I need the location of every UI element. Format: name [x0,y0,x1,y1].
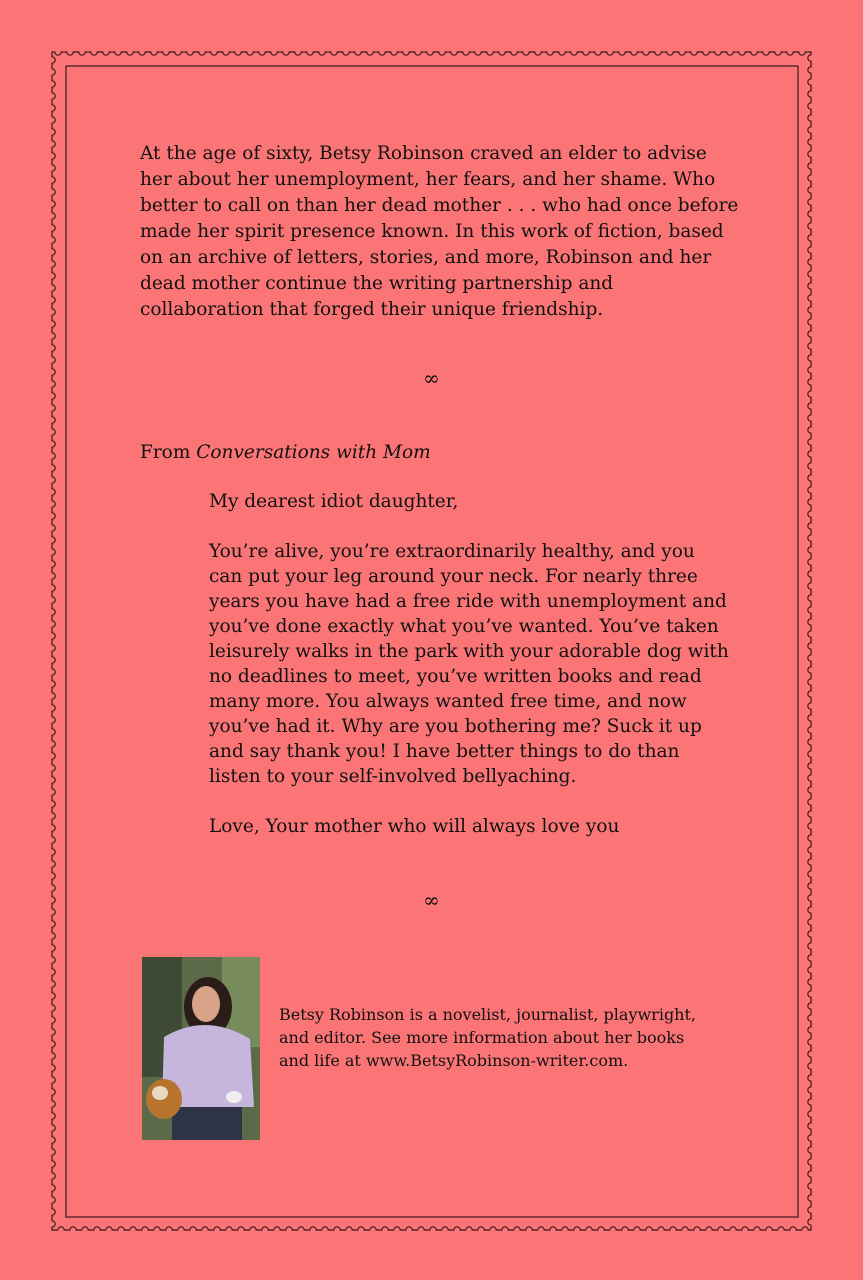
letter-salutation: My dearest idiot daughter, [209,491,459,512]
letter-body: You’re alive, you’re extraordinarily healthy, and you can put your leg around your neck. For nearly three years you have had a free ride with unemployment and you’ve done exactly what you’ve wanted. You’ve taken leisurely walks in the park with your adorable dog with no deadlines to meet, you’ve written books and read many more. You always wanted free time, and now you’ve had it. Why are you bothering me? Suck it up and say thank you! I have better things to do than listen to your self-involved bellyaching. [209,541,729,787]
separator-infinity: ∞ [423,366,440,390]
author-bio: Betsy Robinson is a novelist, journalist, playwright, and editor. See more information about her books and life at www.BetsyRobinson-writer.com. [279,1005,696,1070]
author-photo [142,957,260,1140]
separator-infinity-2: ∞ [423,888,440,912]
excerpt-source [140,440,431,466]
from-prefix: From [140,442,191,463]
letter-signoff: Love, Your mother who will always love you [209,816,620,837]
book-description: At the age of sixty, Betsy Robinson craved an elder to advise her about her unemployment, her fears, and her shame. Who better to call on than her dead mother . . . who had once before made her spirit presence known. In this work of fiction, based on an archive of letters, stories, and more, Robinson and her dead mother continue the writing partnership and collaboration that forged their unique friendship. [140,143,739,320]
book-title: Conversations with Mom [196,442,431,463]
